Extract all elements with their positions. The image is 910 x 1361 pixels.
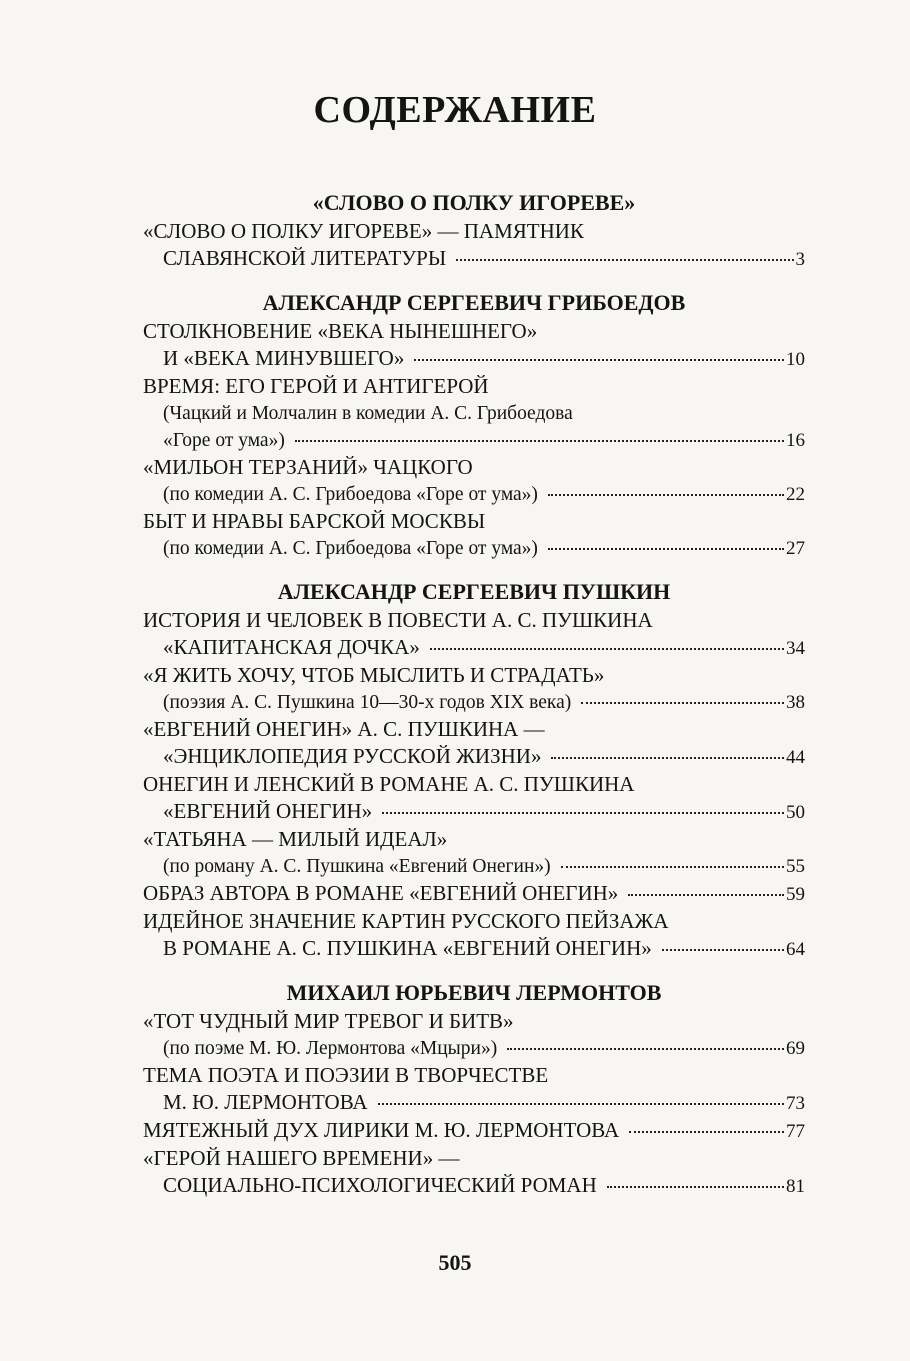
toc-line-text: «ЕВГЕНИЙ ОНЕГИН» А. С. ПУШКИНА — <box>143 717 545 741</box>
toc-section <box>143 190 805 273</box>
toc-entry <box>143 771 805 826</box>
toc-page-number: 77 <box>786 1121 805 1142</box>
toc-line-text: «МИЛЬОН ТЕРЗАНИЙ» ЧАЦКОГО <box>143 455 473 479</box>
dot-leader <box>414 359 784 361</box>
toc-entry <box>143 1117 805 1145</box>
table-of-contents <box>143 190 805 1217</box>
toc-entry <box>143 880 805 908</box>
toc-line-text: СЛАВЯНСКОЙ ЛИТЕРАТУРЫ <box>163 246 447 270</box>
toc-line <box>143 1089 805 1117</box>
dot-leader <box>628 894 784 896</box>
section-heading: «СЛОВО О ПОЛКУ ИГОРЕВЕ» <box>312 190 636 215</box>
toc-page-number: 55 <box>786 856 805 877</box>
toc-page-number: 22 <box>786 484 805 505</box>
dot-leader <box>378 1103 784 1105</box>
dot-leader <box>507 1048 784 1050</box>
toc-line <box>143 771 805 798</box>
toc-line <box>143 935 805 963</box>
page-title: СОДЕРЖАНИЕ <box>313 89 597 131</box>
toc-section <box>143 579 805 963</box>
toc-line-text: «ЭНЦИКЛОПЕДИЯ РУССКОЙ ЖИЗНИ» <box>163 744 542 768</box>
dot-leader <box>581 702 784 704</box>
toc-line <box>143 826 805 853</box>
toc-line-text: ИСТОРИЯ И ЧЕЛОВЕК В ПОВЕСТИ А. С. ПУШКИНА <box>143 608 653 632</box>
toc-entry <box>143 607 805 662</box>
toc-line <box>143 1145 805 1172</box>
toc-line-text: БЫТ И НРАВЫ БАРСКОЙ МОСКВЫ <box>143 509 486 533</box>
dot-leader <box>548 494 784 496</box>
toc-entry <box>143 826 805 880</box>
toc-line <box>143 689 805 716</box>
toc-page-number: 34 <box>786 638 805 659</box>
toc-line <box>143 716 805 743</box>
toc-page-number: 59 <box>786 884 805 905</box>
toc-line <box>143 1172 805 1200</box>
toc-line <box>143 1008 805 1035</box>
toc-line-text: ИДЕЙНОЕ ЗНАЧЕНИЕ КАРТИН РУССКОГО ПЕЙЗАЖА <box>143 909 669 933</box>
toc-page-number: 44 <box>786 747 805 768</box>
toc-line-text: (по роману А. С. Пушкина «Евгений Онегин») <box>163 856 551 877</box>
toc-line-text: (по комедии А. С. Грибоедова «Горе от ума») <box>163 538 538 559</box>
toc-page-number: 50 <box>786 802 805 823</box>
dot-leader <box>548 548 784 550</box>
toc-line-text: «ТАТЬЯНА — МИЛЫЙ ИДЕАЛ» <box>143 827 448 851</box>
toc-line <box>143 400 805 427</box>
dot-leader <box>662 949 784 951</box>
dot-leader <box>561 866 784 868</box>
toc-line <box>143 908 805 935</box>
toc-line-text: «ТОТ ЧУДНЫЙ МИР ТРЕВОГ И БИТВ» <box>143 1009 514 1033</box>
toc-page-number: 16 <box>786 430 805 451</box>
toc-line-text: ТЕМА ПОЭТА И ПОЭЗИИ В ТВОРЧЕСТВЕ <box>143 1063 549 1087</box>
toc-line-text: «КАПИТАНСКАЯ ДОЧКА» <box>163 635 420 659</box>
dot-leader <box>456 259 793 261</box>
toc-entry <box>143 318 805 373</box>
toc-entry <box>143 454 805 508</box>
toc-section <box>143 980 805 1200</box>
toc-line-text: ОБРАЗ АВТОРА В РОМАНЕ «ЕВГЕНИЙ ОНЕГИН» <box>143 881 619 905</box>
toc-line <box>143 1035 805 1062</box>
toc-line-text: «Горе от ума») <box>163 430 285 451</box>
toc-section <box>143 290 805 562</box>
toc-line <box>143 218 805 245</box>
toc-entry <box>143 1145 805 1200</box>
toc-line <box>143 454 805 481</box>
toc-line <box>143 880 805 908</box>
toc-line <box>143 373 805 400</box>
toc-line <box>143 798 805 826</box>
toc-line <box>143 245 805 273</box>
toc-entry <box>143 373 805 454</box>
toc-line <box>143 427 805 454</box>
toc-line-text: (поэзия А. С. Пушкина 10—30-х годов XIX века) <box>163 692 572 713</box>
toc-line-text: (Чацкий и Молчалин в комедии А. С. Грибоедова <box>163 403 573 424</box>
toc-line <box>143 508 805 535</box>
toc-entry <box>143 908 805 963</box>
toc-page-number: 3 <box>795 249 805 270</box>
toc-entry <box>143 716 805 771</box>
dot-leader <box>551 757 784 759</box>
page-number: 505 <box>438 1250 472 1275</box>
dot-leader <box>430 648 784 650</box>
toc-line <box>143 853 805 880</box>
toc-line-text: «СЛОВО О ПОЛКУ ИГОРЕВЕ» — ПАМЯТНИК <box>143 219 584 243</box>
dot-leader <box>629 1131 784 1133</box>
section-heading: МИХАИЛ ЮРЬЕВИЧ ЛЕРМОНТОВ <box>286 980 662 1005</box>
toc-line-text: (по комедии А. С. Грибоедова «Горе от ума») <box>163 484 538 505</box>
toc-line-text: «ГЕРОЙ НАШЕГО ВРЕМЕНИ» — <box>143 1146 460 1170</box>
toc-line-text: ОНЕГИН И ЛЕНСКИЙ В РОМАНЕ А. С. ПУШКИНА <box>143 772 635 796</box>
toc-page-number: 38 <box>786 692 805 713</box>
toc-line <box>143 634 805 662</box>
toc-line-text: В РОМАНЕ А. С. ПУШКИНА «ЕВГЕНИЙ ОНЕГИН» <box>163 936 652 960</box>
toc-page-number: 27 <box>786 538 805 559</box>
toc-line <box>143 481 805 508</box>
toc-entry <box>143 218 805 273</box>
dot-leader <box>382 812 784 814</box>
toc-line-text: (по поэме М. Ю. Лермонтова «Мцыри») <box>163 1038 498 1059</box>
toc-line-text: М. Ю. ЛЕРМОНТОВА <box>163 1090 368 1114</box>
toc-line <box>143 345 805 373</box>
section-heading: АЛЕКСАНДР СЕРГЕЕВИЧ ГРИБОЕДОВ <box>262 290 686 315</box>
toc-line-text: МЯТЕЖНЫЙ ДУХ ЛИРИКИ М. Ю. ЛЕРМОНТОВА <box>143 1118 620 1142</box>
toc-entry <box>143 508 805 562</box>
toc-line-text: «Я ЖИТЬ ХОЧУ, ЧТОБ МЫСЛИТЬ И СТРАДАТЬ» <box>143 663 605 687</box>
toc-entry <box>143 1008 805 1062</box>
toc-line-text: СОЦИАЛЬНО-ПСИХОЛОГИЧЕСКИЙ РОМАН <box>163 1173 597 1197</box>
dot-leader <box>607 1186 784 1188</box>
toc-page-number: 81 <box>786 1176 805 1197</box>
toc-line <box>143 743 805 771</box>
toc-entry <box>143 1062 805 1117</box>
toc-line-text: «ЕВГЕНИЙ ОНЕГИН» <box>163 799 373 823</box>
toc-line <box>143 1062 805 1089</box>
toc-page-number: 10 <box>786 349 805 370</box>
dot-leader <box>295 440 784 442</box>
section-heading: АЛЕКСАНДР СЕРГЕЕВИЧ ПУШКИН <box>277 579 671 604</box>
toc-line <box>143 662 805 689</box>
toc-entry <box>143 662 805 716</box>
toc-line-text: СТОЛКНОВЕНИЕ «ВЕКА НЫНЕШНЕГО» <box>143 319 538 343</box>
toc-page-number: 73 <box>786 1093 805 1114</box>
toc-line <box>143 535 805 562</box>
toc-page-number: 64 <box>786 939 805 960</box>
toc-line-text: ВРЕМЯ: ЕГО ГЕРОЙ И АНТИГЕРОЙ <box>143 374 489 398</box>
toc-line <box>143 607 805 634</box>
toc-line <box>143 1117 805 1145</box>
toc-line-text: И «ВЕКА МИНУВШЕГО» <box>163 346 405 370</box>
toc-line <box>143 318 805 345</box>
toc-page-number: 69 <box>786 1038 805 1059</box>
